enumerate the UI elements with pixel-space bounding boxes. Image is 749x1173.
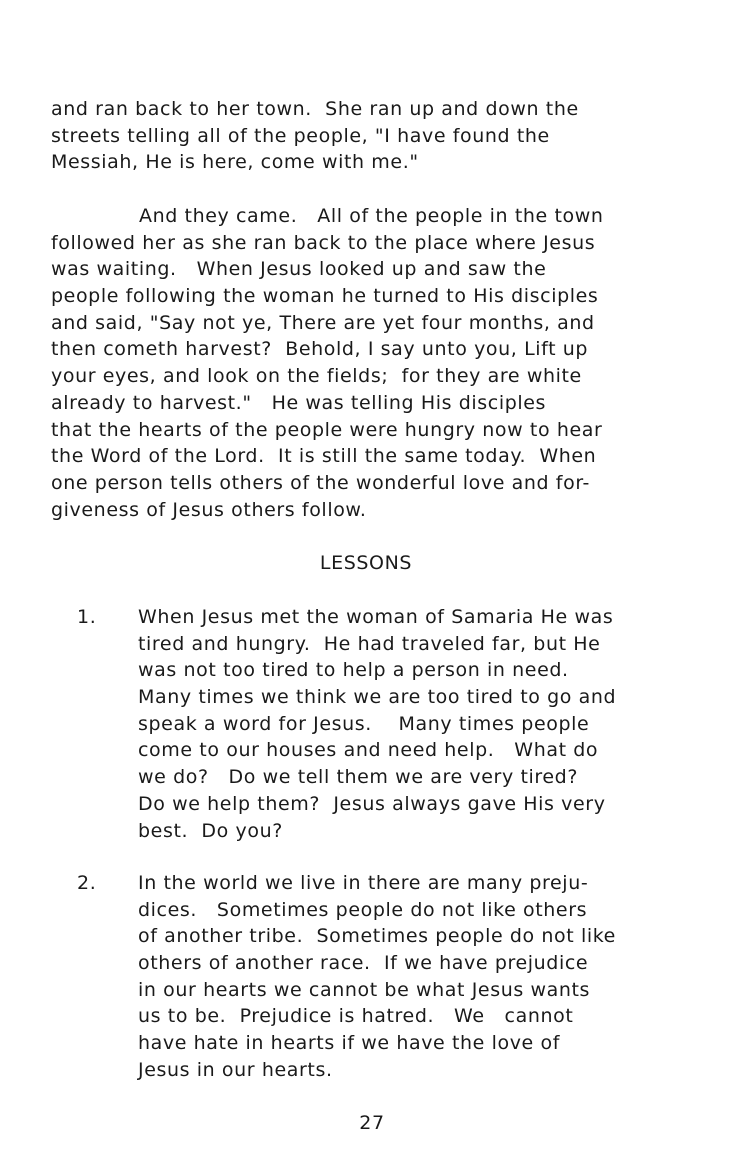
- text-line: followed her as she ran back to the place where Jesus: [51, 231, 596, 254]
- text-line: Many times we think we are too tired to go and: [138, 686, 617, 709]
- text-line: Messiah, He is here, come with me.": [51, 151, 419, 174]
- text-line: that the hearts of the people were hungry now to hear: [51, 418, 603, 441]
- text-line: already to harvest." He was telling His disciples: [51, 391, 547, 414]
- text-line: tired and hungry. He had traveled far, but He: [138, 632, 601, 655]
- text-line: Jesus in our hearts.: [138, 1058, 333, 1081]
- lesson-number: 1.: [77, 606, 97, 628]
- text-line: we do? Do we tell them we are very tired?: [138, 766, 579, 789]
- section-heading: LESSONS: [319, 552, 413, 574]
- text-line: your eyes, and look on the fields; for they are white: [51, 365, 582, 388]
- text-line: come to our houses and need help. What do: [138, 739, 599, 762]
- text-line: giveness of Jesus others follow.: [51, 498, 367, 521]
- text-line: When Jesus met the woman of Samaria He was: [138, 606, 614, 628]
- page-number: 27: [359, 1112, 385, 1134]
- text-line: was not too tired to help a person in need.: [138, 659, 569, 682]
- text-line: best. Do you?: [138, 819, 283, 842]
- text-line: then cometh harvest? Behold, I say unto you, Lift up: [51, 338, 589, 361]
- text-line: dices. Sometimes people do not like others: [138, 898, 588, 921]
- text-line: one person tells others of the wonderful love and for-: [51, 471, 590, 494]
- text-line: streets telling all of the people, "I have found the: [51, 124, 550, 147]
- paragraph-1: [51, 96, 579, 176]
- text-line: people following the woman he turned to His disciples: [51, 285, 599, 308]
- text-line: us to be. Prejudice is hatred. We cannot: [138, 1005, 574, 1028]
- text-line: others of another race. If we have prejudice: [138, 952, 589, 975]
- text-line: And they came. All of the people in the town: [139, 205, 604, 227]
- lesson-number: 2.: [77, 872, 97, 894]
- text-line: in our hearts we cannot be what Jesus wants: [138, 978, 591, 1001]
- text-line: have hate in hearts if we have the love of: [138, 1032, 561, 1055]
- text-line: of another tribe. Sometimes people do not like: [138, 925, 616, 948]
- text-line: and ran back to her town. She ran up and down the: [51, 98, 579, 120]
- text-line: Do we help them? Jesus always gave His very: [138, 792, 606, 815]
- paragraph-2: [51, 203, 604, 523]
- text-line: speak a word for Jesus. Many times people: [138, 712, 590, 735]
- text-line: the Word of the Lord. It is still the same today. When: [51, 445, 597, 468]
- text-line: was waiting. When Jesus looked up and saw the: [51, 258, 547, 281]
- text-line: In the world we live in there are many preju-: [138, 872, 589, 894]
- text-line: and said, "Say not ye, There are yet four months, and: [51, 311, 595, 334]
